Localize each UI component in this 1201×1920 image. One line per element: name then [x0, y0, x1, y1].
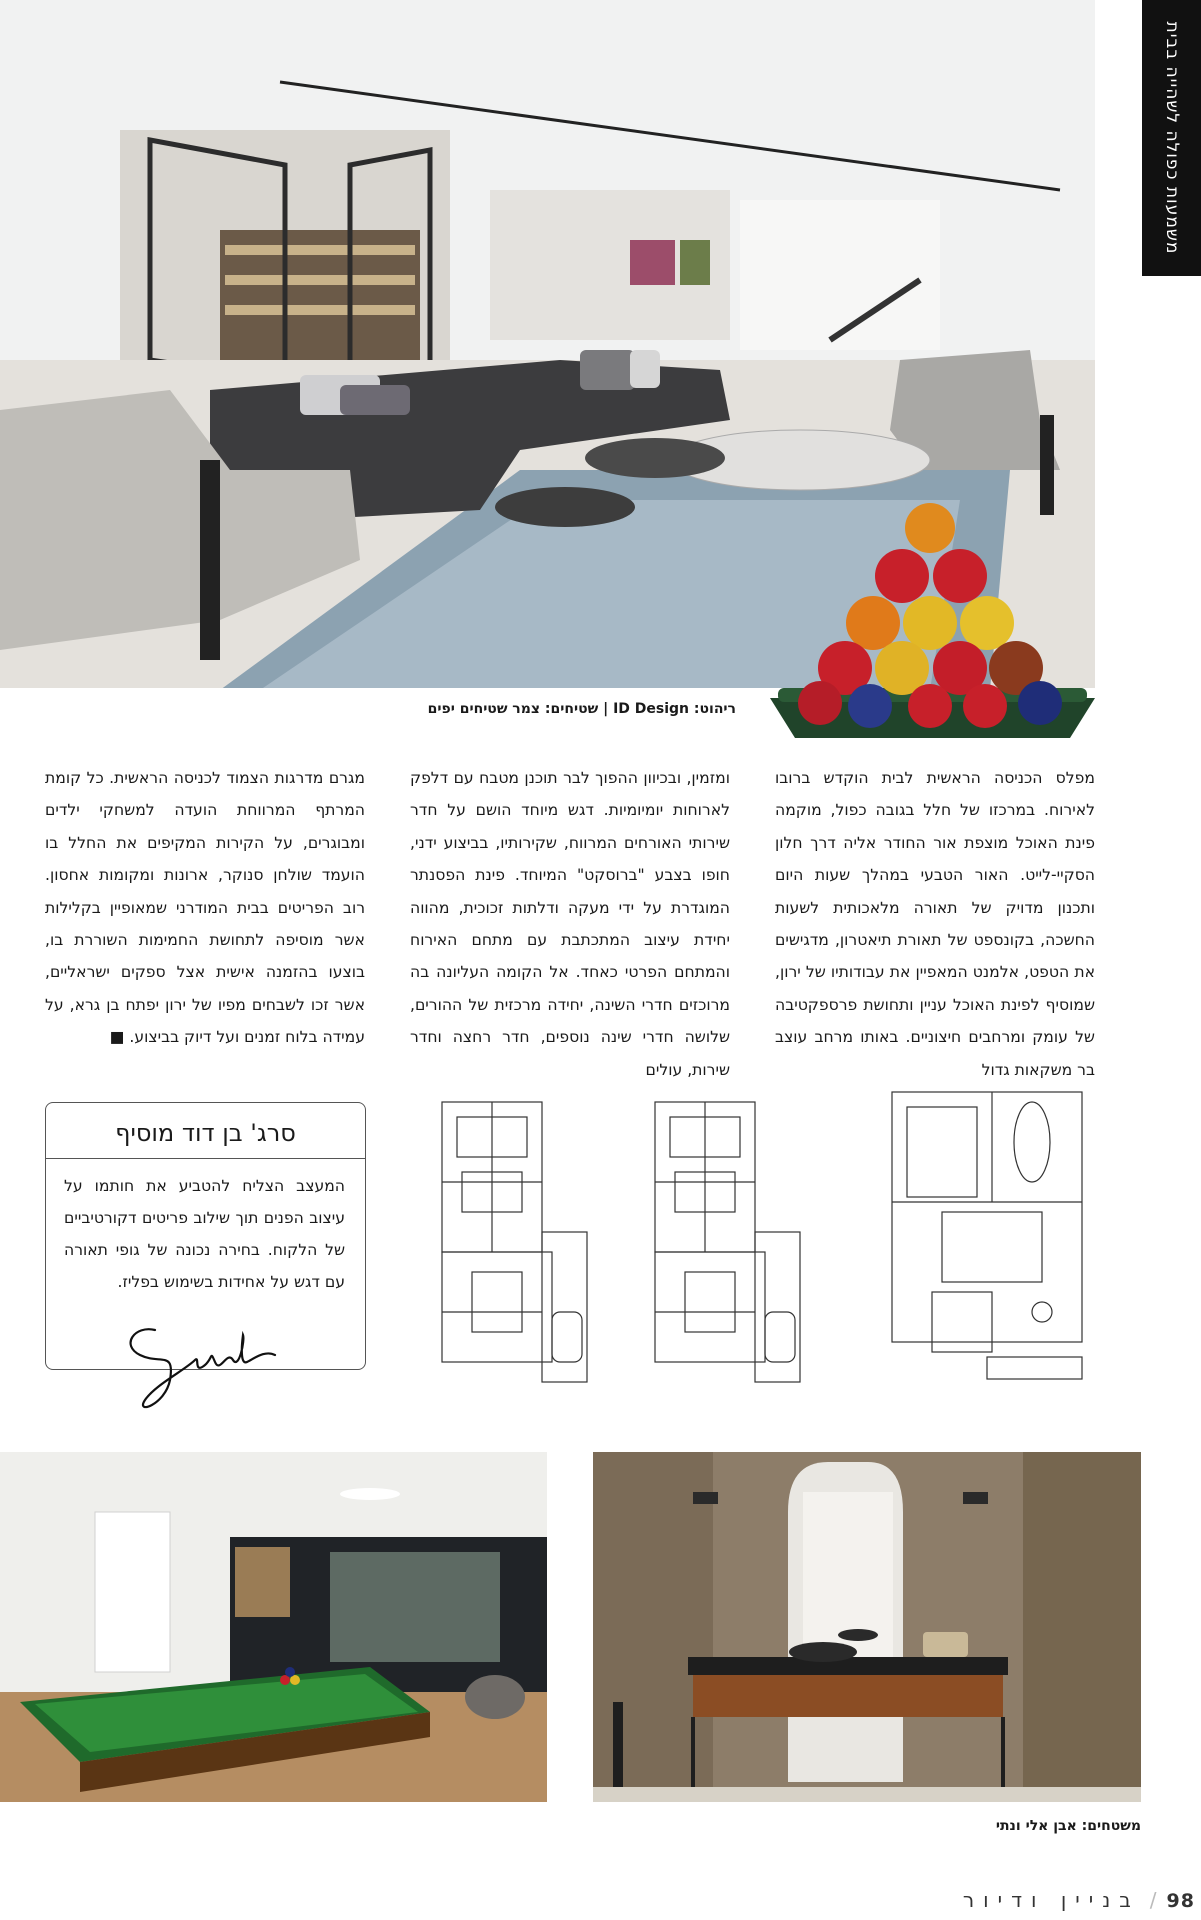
- hero-caption: ריהוט: ID Design | שטיחים: צמר שטיחים יפים: [427, 701, 736, 717]
- bathroom-photo: [593, 1452, 1141, 1802]
- article-column-1: מפלס הכניסה הראשית לבית הוקדש ברובו לאירוח. במרכזו של חלל בגובה כפול, מוקמה פינת האוכל מוצפת אור החודר אליה דרך חלון הסקיי-לייט. האור הטבעי במהלך שעות היום ותכנון מדויק של תאורה מלאכותית לשעות החשכה, בקונספט של תאורת תיאטרון, מדגישים את הטפט, אלמנט המאפיין את עבודותיו של ירון, שמוסיף לפינת האוכל עניין ותחושת פרספקטיבה של עומק ומרחבים חיצוניים. באותו מרחב עוצב בר משקאות גדול: [775, 769, 1095, 1079]
- game-room-illustration: [0, 1452, 547, 1802]
- signature: [115, 1320, 285, 1420]
- floor-plan-upper-1: [432, 1082, 597, 1387]
- floor-plan-upper-2: [645, 1082, 810, 1387]
- floor-plan-ground: [882, 1082, 1092, 1387]
- article-column-3: מגרם מדרגות הצמוד לכניסה הראשית. כל קומת המרתף המרווחת הועדה למשחקי ילדים ומבוגרים, על הקירות המקיפים את החלל בו הועמד שולחן סנוקר, ארונות ומקומות אחסון. רוב הפריטים בבית המודרני שמאופיין בקלילות אשר מוסיפה לתחושת החמימות השוררת בו, בוצעו בהזמנה אישית אצל ספקים ישראליים, אשר זכו לשבחים מפיו של ירון יפתח בן גרא, על עמידה בלוח זמנים ועל דיוק בביצוע. ■: [45, 769, 365, 1047]
- bottom-caption: משטחים: אבן אלי ונתי: [995, 1818, 1141, 1834]
- designer-divider: [46, 1158, 365, 1159]
- designer-quote: המעצב הצליח להטביע את חותמו על עיצוב הפנים תוך שילוב פריטים דקורטיביים של הלקוח. בחירה נכונה של גופי תאורה עם דגש על אחידות בשימוש בפליז.: [64, 1177, 345, 1291]
- footer-separator: /: [1149, 1888, 1157, 1912]
- designer-name: סרג' בן דוד מוסיף: [115, 1119, 296, 1147]
- page-footer: [955, 1888, 1195, 1916]
- bathroom-illustration: [593, 1452, 1141, 1802]
- billiard-balls-cutout: [770, 488, 1095, 748]
- article-column-2: ומזמין, ובכיוון ההפוך לבר תוכנן מטבח עם דלפק לארוחות יומיומיות. דגש מיוחד הושם על חדר שירותי האורחים המרווח, שקירותיו, בביצוע ידני, חופו בצבע "ברוסקט" המיוחד. פינת הפסנתר המוגדרת על ידי מעקה ודלתות זכוכית, מהווה יחידת עיצוב המתכתבת עם מתחם האירוח והמתחם הפרטי כאחד. אל הקומה העליונה בה מרוכזים חדרי השינה, יחידה מרכזית של ההורים, שלושה חדרי שינה נוספים, חדר רחצה וחדר שירות, עולים: [410, 769, 730, 1079]
- page-number: 98: [1166, 1890, 1195, 1912]
- section-tab-label: משמעות כפולה לשהייה בבית: [1161, 21, 1182, 255]
- section-tab: [1142, 0, 1201, 276]
- magazine-name: בניין ודיור: [962, 1888, 1140, 1912]
- game-room-photo: [0, 1452, 547, 1802]
